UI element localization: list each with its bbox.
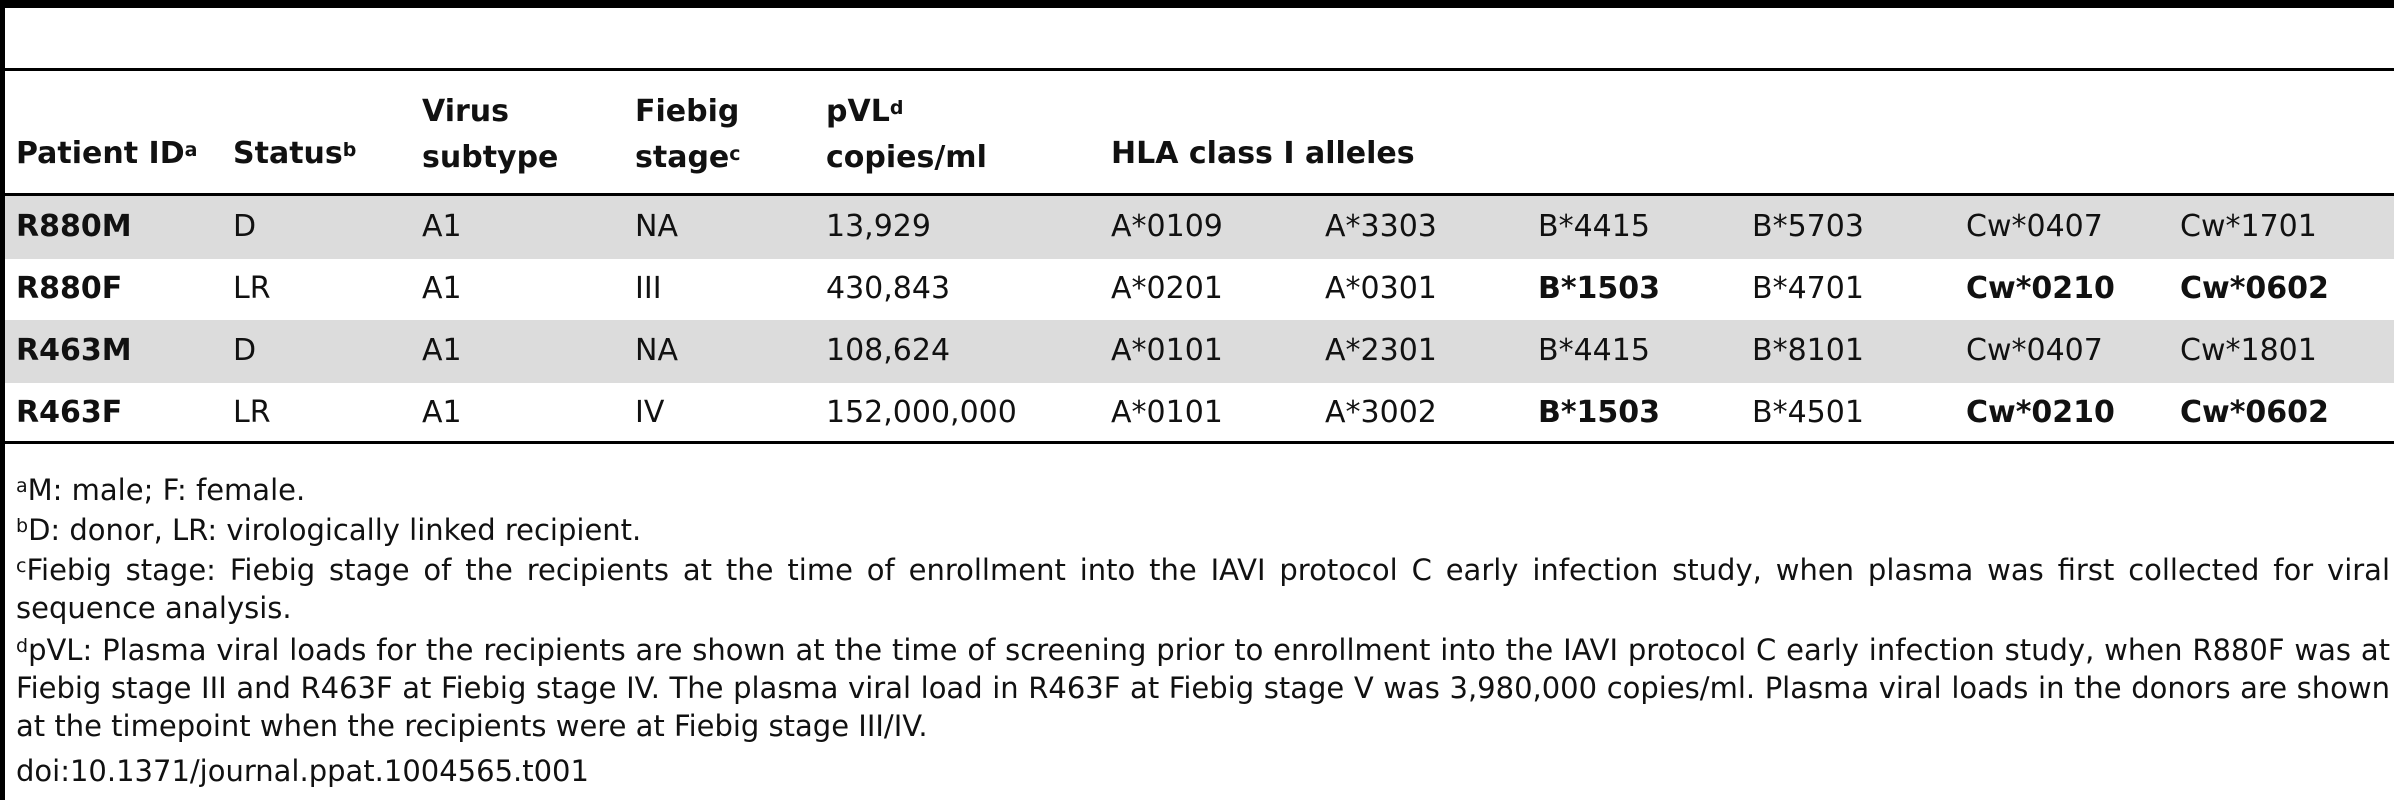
- cell-hla-allele: A*0301: [1325, 271, 1437, 306]
- cell-status: D: [233, 333, 257, 368]
- header-patient-id: Patient $ID^a$: [16, 136, 198, 171]
- cell-hla-allele: A*3303: [1325, 209, 1437, 244]
- header-fiebig-stage: Fiebig stage$^c$: [635, 94, 741, 175]
- cell-hla-allele: Cw*1701: [2180, 209, 2317, 244]
- footnote-d: $^d$pVL: Plasma viral loads for the recipients are shown at the time of screening prior to enrollment into the IAVI protocol C early infection study, when R880F was at Fiebig stage III and R463F at Fiebig stage IV. The plasma viral load in R463F at Fiebig stage V was 3,980,000 copies/ml. Plasma viral loads in the donors are shown at the timepoint when the recipients were at Fiebig stage III/IV.: [16, 633, 2390, 743]
- cell-hla-allele: A*0109: [1111, 209, 1223, 244]
- cell-hla-allele: A*0201: [1111, 271, 1223, 306]
- cell-virus-subtype: A1: [422, 271, 462, 306]
- cell-status: D: [233, 209, 257, 244]
- cell-hla-allele: Cw*1801: [2180, 333, 2317, 368]
- cell-fiebig-stage: NA: [635, 209, 678, 244]
- table-bottom-rule: [5, 441, 2394, 444]
- cell-fiebig-stage: NA: [635, 333, 678, 368]
- cell-hla-allele: Cw*0210: [1966, 271, 2115, 306]
- cell-hla-allele: A*0101: [1111, 395, 1223, 430]
- footnote-a: $^a$M: male; F: female.: [16, 473, 306, 507]
- cell-hla-allele: Cw*0602: [2180, 395, 2329, 430]
- cell-hla-allele: B*4415: [1538, 333, 1650, 368]
- cell-hla-allele: Cw*0602: [2180, 271, 2329, 306]
- cell-hla-allele: B*4501: [1752, 395, 1864, 430]
- cell-hla-allele: A*0101: [1111, 333, 1223, 368]
- cell-status: LR: [233, 271, 271, 306]
- cell-virus-subtype: A1: [422, 395, 462, 430]
- top-border: [0, 0, 2394, 8]
- header-status: Status$^b$: [233, 136, 357, 171]
- cell-hla-allele: A*3002: [1325, 395, 1437, 430]
- cell-patient-id: R463M: [16, 333, 132, 368]
- cell-hla-allele: B*4701: [1752, 271, 1864, 306]
- header-virus-subtype: Virus subtype: [422, 94, 559, 175]
- cell-hla-allele: B*8101: [1752, 333, 1864, 368]
- header-top-rule: [5, 68, 2394, 71]
- cell-pvl: 108,624: [826, 333, 951, 368]
- footnote-b: $^b$D: donor, LR: virologically linked recipient.: [16, 513, 642, 547]
- cell-virus-subtype: A1: [422, 209, 462, 244]
- cell-hla-allele: Cw*0407: [1966, 333, 2103, 368]
- header-hla-alleles: HLA class I alleles: [1111, 136, 1415, 171]
- cell-virus-subtype: A1: [422, 333, 462, 368]
- cell-hla-allele: B*5703: [1752, 209, 1864, 244]
- cell-hla-allele: A*2301: [1325, 333, 1437, 368]
- cell-status: LR: [233, 395, 271, 430]
- cell-hla-allele: Cw*0407: [1966, 209, 2103, 244]
- left-border: [0, 0, 5, 800]
- cell-patient-id: R463F: [16, 395, 123, 430]
- cell-pvl: 430,843: [826, 271, 951, 306]
- cell-patient-id: R880M: [16, 209, 132, 244]
- cell-patient-id: R880F: [16, 271, 123, 306]
- cell-hla-allele: B*1503: [1538, 395, 1661, 430]
- cell-fiebig-stage: III: [635, 271, 662, 306]
- cell-hla-allele: Cw*0210: [1966, 395, 2115, 430]
- cell-hla-allele: B*1503: [1538, 271, 1661, 306]
- cell-fiebig-stage: IV: [635, 395, 665, 430]
- doi-line: doi:10.1371/journal.ppat.1004565.t001: [16, 754, 589, 788]
- cell-pvl: 152,000,000: [826, 395, 1017, 430]
- footnote-c: $^c$Fiebig stage: Fiebig stage of the recipients at the time of enrollment into the IAVI protocol C early infection study, when plasma was first collected for viral sequence analysis.: [16, 553, 2390, 625]
- cell-pvl: 13,929: [826, 209, 931, 244]
- cell-hla-allele: B*4415: [1538, 209, 1650, 244]
- header-pvl: pVL$^d$ copies/ml: [826, 94, 987, 175]
